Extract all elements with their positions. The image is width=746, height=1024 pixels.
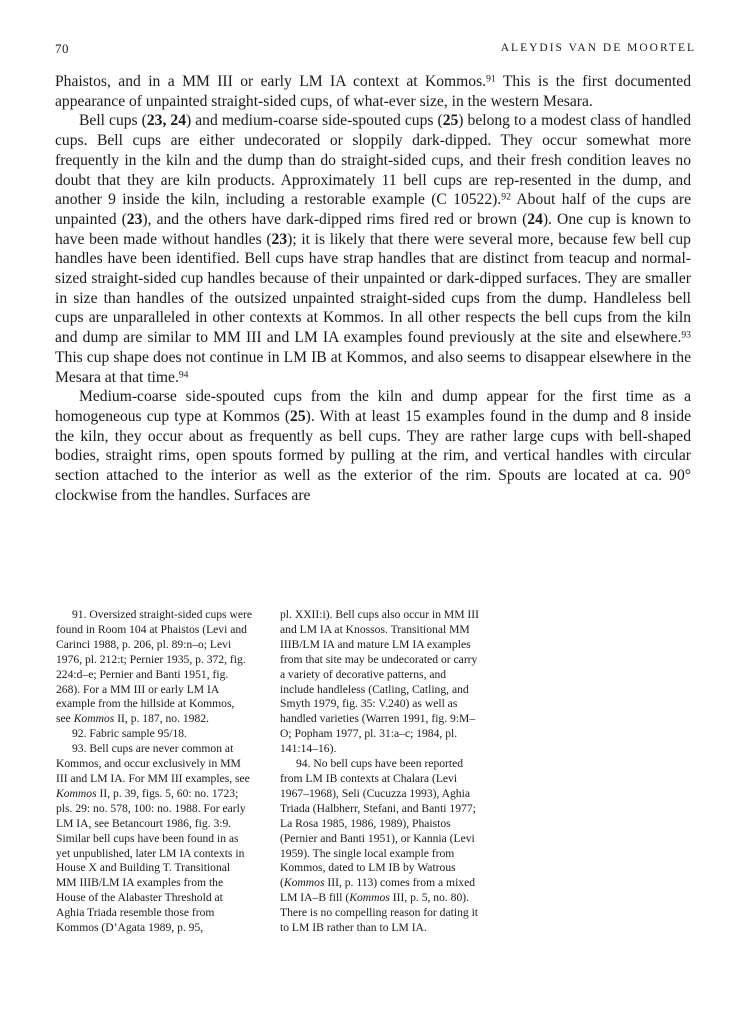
footnote-93	[56, 742, 252, 936]
paragraph-3	[55, 387, 691, 505]
text-run: This is the first documented appearance of unpainted straight-sided cups, of what-ever size, in the western Mesara.	[55, 73, 691, 110]
text-run: Phaistos, and in a MM III or early LM IA context at Kommos.	[55, 73, 487, 90]
footnote-ref-94: 94	[178, 369, 189, 381]
footnote-ref-93: 93	[681, 329, 691, 341]
running-head: ALEYDIS VAN DE MOORTEL	[500, 42, 696, 54]
text-run: II, p. 39, figs. 5, 60: no. 1723; pls. 29: no. 578, 100: no. 1988. For early LM IA, see Betancourt 1986, fig. 3:9. Similar bell cups have been found in as yet unpublished, later LM IA contexts in House X and Building T. Transitional MM IIIB/LM IA examples from the House of the Alabaster Threshold at Aghia Triada resemble those from Kommos (D’Agata 1989, p. 95,	[56, 786, 246, 935]
text-run: ) belong to a modest class of handled cups. Bell cups are either undecorated or sloppily dark-dipped. They occur somewhat more frequently in the kiln and the dump than do straight-sided cups, and their fresh condition leaves no doubt that they are kiln products. Approximately 11 bell cups are rep-resented in the dump, and another 9 inside the kiln, including a restorable example (C 10522).	[55, 112, 692, 209]
catalog-ref: 25	[442, 112, 459, 130]
page-number: 70	[55, 41, 69, 56]
footnote-91	[56, 608, 252, 727]
paragraph-2	[55, 111, 691, 387]
text-run: 93. Bell cups are never common at Kommos, and occur exclusively in MM III and LM IA. For MM III examples, see	[56, 742, 250, 785]
text-run: ); it is likely that there were several more, because few bell cup handles have been identified. Bell cups have strap handles that are distinct from teacup and normal-sized straight-sided cup handles because of their unpainted or dark-dipped surfaces. They are smaller in size than handles of the outsized unpainted straight-sided cups from the dump. Handleless bell cups are unparalleled in other contexts at Kommos. In all other respects the bell cups from the kiln and dump are similar to MM III and LM IA examples found previously at the site and elsewhere.	[55, 230, 691, 347]
italic-title: Kommos	[349, 891, 390, 905]
text-run: This cup shape does not continue in LM IB at Kommos, and also seems to disappear elsewhere in the Mesara at that time.	[55, 348, 691, 386]
footnote-94	[280, 757, 480, 936]
catalog-ref: 23	[126, 210, 143, 228]
catalog-ref: 23	[271, 230, 288, 248]
italic-title: Kommos	[73, 712, 115, 726]
catalog-ref: 23, 24	[146, 112, 187, 130]
catalog-ref: 25	[290, 407, 306, 425]
footnote-93-continued: pl. XXII:i). Bell cups also occur in MM III and LM IA at Knossos. Transitional MM IIIB/LM IA and mature LM IA examples from that site may be undecorated or carry a variety of decorative patterns, and include handleless (Catling, Catling, and Smyth 1979, fig. 35: V.240) as well as handled varieties (Warren 1991, fig. 9:M–O; Popham 1977, pl. 31:a–c; 1984, pl. 141:14–16).	[280, 608, 479, 756]
footnote-92: 92. Fabric sample 95/18.	[72, 727, 187, 741]
text-run: ) and medium-coarse side-spouted cups (	[186, 112, 443, 130]
catalog-ref: 24	[527, 210, 543, 228]
text-run: 94. No bell cups have been reported from LM IB contexts at Chalara (Levi 1967–1968), Seli (Cucuzza 1993), Aghia Triada (Halbherr, Stefani, and Banti 1977; La Rosa 1985, 1986, 1989), Phaistos (Pernier and Banti 1951), or Kannia (Levi 1959). The single local example from Kommos, dated to LM IB by Watrous (	[280, 757, 476, 890]
text-run: ). One cup is known to have been made without handles (	[55, 210, 691, 248]
text-run: II, p. 187, no. 1982.	[114, 712, 209, 726]
text-run: About half of the cups are unpainted (	[55, 191, 691, 228]
footnotes-left-column	[56, 608, 252, 936]
text-run: Bell cups (	[79, 112, 147, 130]
text-run: ). With at least 15 examples found in the dump and 8 inside the kiln, they occur about as frequently as bell cups. They are rather large cups with bell-shaped bodies, straight rims, open spouts formed by pulling at the rim, and vertical handles with circular section attached to the interior as well as the exterior of the rim. Spouts are located at ca. 90° clockwise from the handles. Surfaces are	[55, 407, 691, 504]
footnotes-right-column	[280, 608, 480, 936]
text-run: 91. Oversized straight-sided cups were found in Room 104 at Phaistos (Levi and Carinci 1988, p. 206, pl. 89:n–o; Levi 1976, pl. 212:t; Pernier 1935, p. 372, fig. 224:d–e; Pernier and Banti 1951, fig. 268). For a MM III or early LM IA example from the hillside at Kommos, see	[56, 608, 252, 726]
paragraph-1	[55, 72, 691, 111]
italic-title: Kommos	[283, 876, 325, 890]
italic-title: Kommos	[56, 786, 97, 800]
text-run: III, p. 113) comes from a mixed LM IA–B fill (	[280, 876, 476, 905]
footnote-ref-91: 91	[486, 73, 496, 85]
body-text	[55, 72, 691, 505]
text-run: III, p. 5, no. 80). There is no compelling reason for dating it to LM IB rather than to LM IA.	[280, 891, 479, 935]
text-run: ), and the others have dark-dipped rims fired red or brown (	[142, 210, 528, 228]
text-run: Medium-coarse side-spouted cups from the kiln and dump appear for the first time as a homogeneous cup type at Kommos (	[55, 388, 691, 425]
footnote-ref-92: 92	[501, 191, 511, 203]
